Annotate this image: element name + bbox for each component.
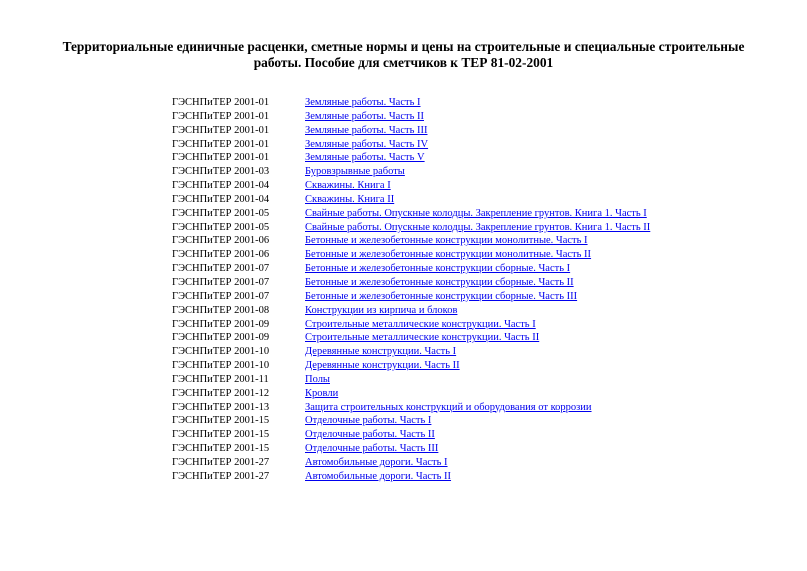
document-link[interactable]: Отделочные работы. Часть II bbox=[305, 429, 435, 441]
document-link[interactable]: Бетонные и железобетонные конструкции монолитные. Часть I bbox=[305, 235, 588, 247]
document-code: ГЭСНПиТЕР 2001-05 bbox=[172, 221, 270, 233]
document-link[interactable]: Бетонные и железобетонные конструкции монолитные. Часть II bbox=[305, 249, 592, 261]
table-row bbox=[172, 110, 652, 124]
document-code: ГЭСНПиТЕР 2001-03 bbox=[172, 166, 270, 178]
document-link[interactable]: Земляные работы. Часть I bbox=[305, 97, 421, 108]
table-row bbox=[172, 165, 652, 179]
table-row bbox=[172, 387, 652, 401]
table-row bbox=[172, 96, 652, 110]
document-code: ГЭСНПиТЕР 2001-01 bbox=[172, 110, 270, 122]
table-row bbox=[172, 428, 652, 442]
table-row bbox=[172, 331, 652, 345]
document-code: ГЭСНПиТЕР 2001-07 bbox=[172, 263, 270, 275]
document-link[interactable]: Свайные работы. Опускные колодцы. Закрепление грунтов. Книга 1. Часть II bbox=[305, 221, 651, 233]
document-code: ГЭСНПиТЕР 2001-04 bbox=[172, 180, 270, 192]
document-code: ГЭСНПиТЕР 2001-01 bbox=[172, 97, 270, 108]
document-link[interactable]: Деревянные конструкции. Часть I bbox=[305, 346, 457, 358]
table-row bbox=[172, 138, 652, 152]
document-code: ГЭСНПиТЕР 2001-01 bbox=[172, 138, 270, 150]
document-link[interactable]: Защита строительных конструкций и оборудования от коррозии bbox=[305, 401, 592, 413]
document-code: ГЭСНПиТЕР 2001-15 bbox=[172, 443, 270, 455]
document-link[interactable]: Буровзрывные работы bbox=[305, 166, 405, 178]
document-code: ГЭСНПиТЕР 2001-07 bbox=[172, 276, 270, 288]
table-row bbox=[172, 442, 652, 456]
document-link[interactable]: Земляные работы. Часть V bbox=[305, 152, 425, 164]
table-row bbox=[172, 276, 652, 290]
document-code: ГЭСНПиТЕР 2001-09 bbox=[172, 332, 270, 344]
document-code: ГЭСНПиТЕР 2001-07 bbox=[172, 290, 270, 302]
document-code: ГЭСНПиТЕР 2001-11 bbox=[172, 373, 269, 385]
document-code: ГЭСНПиТЕР 2001-12 bbox=[172, 387, 270, 399]
document-code: ГЭСНПиТЕР 2001-09 bbox=[172, 318, 270, 330]
table-row bbox=[172, 124, 652, 138]
document-code: ГЭСНПиТЕР 2001-13 bbox=[172, 401, 270, 413]
document-link[interactable]: Автомобильные дороги. Часть I bbox=[305, 456, 448, 468]
document-code: ГЭСНПиТЕР 2001-01 bbox=[172, 124, 270, 136]
table-row bbox=[172, 193, 652, 207]
table-row bbox=[172, 470, 652, 484]
document-link[interactable]: Земляные работы. Часть IV bbox=[305, 138, 429, 150]
table-row bbox=[172, 262, 652, 276]
document-list bbox=[172, 96, 652, 484]
document-code: ГЭСНПиТЕР 2001-27 bbox=[172, 470, 270, 482]
page-title bbox=[50, 39, 757, 71]
document-link[interactable]: Кровли bbox=[305, 387, 339, 399]
page-title-line-2: работы. Пособие для сметчиков к ТЕР 81-02-2001 bbox=[253, 55, 554, 70]
document-link[interactable]: Деревянные конструкции. Часть II bbox=[305, 360, 460, 372]
table-row bbox=[172, 221, 652, 235]
document-link[interactable]: Бетонные и железобетонные конструкции сборные. Часть I bbox=[305, 263, 571, 275]
table-row bbox=[172, 456, 652, 470]
document-code: ГЭСНПиТЕР 2001-10 bbox=[172, 360, 270, 372]
table-row bbox=[172, 248, 652, 262]
table-row bbox=[172, 290, 652, 304]
table-row bbox=[172, 151, 652, 165]
document-link[interactable]: Скважины. Книга II bbox=[305, 193, 395, 205]
table-row bbox=[172, 359, 652, 373]
document-code: ГЭСНПиТЕР 2001-15 bbox=[172, 429, 270, 441]
document-link[interactable]: Свайные работы. Опускные колодцы. Закрепление грунтов. Книга 1. Часть I bbox=[305, 207, 647, 219]
table-row bbox=[172, 373, 652, 387]
document-link[interactable]: Конструкции из кирпича и блоков bbox=[305, 304, 458, 316]
document-link[interactable]: Бетонные и железобетонные конструкции сборные. Часть III bbox=[305, 290, 578, 302]
document-link[interactable]: Земляные работы. Часть III bbox=[305, 124, 428, 136]
document-link[interactable]: Отделочные работы. Часть III bbox=[305, 443, 439, 455]
document-code: ГЭСНПиТЕР 2001-10 bbox=[172, 346, 270, 358]
table-row bbox=[172, 401, 652, 415]
table-row bbox=[172, 234, 652, 248]
page-title-line-1: Территориальные единичные расценки, сметные нормы и цены на строительные и специальные строительные bbox=[62, 39, 745, 54]
document-link[interactable]: Скважины. Книга I bbox=[305, 180, 391, 192]
document-link[interactable]: Отделочные работы. Часть I bbox=[305, 415, 432, 427]
document-code: ГЭСНПиТЕР 2001-27 bbox=[172, 456, 270, 468]
table-row bbox=[172, 207, 652, 221]
document-link[interactable]: Автомобильные дороги. Часть II bbox=[305, 470, 452, 482]
document-code: ГЭСНПиТЕР 2001-06 bbox=[172, 235, 270, 247]
document-code: ГЭСНПиТЕР 2001-06 bbox=[172, 249, 270, 261]
document-link[interactable]: Полы bbox=[305, 373, 330, 385]
document-link[interactable]: Бетонные и железобетонные конструкции сборные. Часть II bbox=[305, 276, 574, 288]
table-row bbox=[172, 414, 652, 428]
document-link[interactable]: Строительные металлические конструкции. Часть II bbox=[305, 332, 540, 344]
table-row bbox=[172, 318, 652, 332]
table-row bbox=[172, 179, 652, 193]
document-code: ГЭСНПиТЕР 2001-08 bbox=[172, 304, 270, 316]
document-code: ГЭСНПиТЕР 2001-15 bbox=[172, 415, 270, 427]
document-link[interactable]: Строительные металлические конструкции. Часть I bbox=[305, 318, 536, 330]
document-code: ГЭСНПиТЕР 2001-01 bbox=[172, 152, 270, 164]
document-code: ГЭСНПиТЕР 2001-05 bbox=[172, 207, 270, 219]
table-row bbox=[172, 345, 652, 359]
table-row bbox=[172, 304, 652, 318]
document-code: ГЭСНПиТЕР 2001-04 bbox=[172, 193, 270, 205]
document-link[interactable]: Земляные работы. Часть II bbox=[305, 110, 424, 122]
